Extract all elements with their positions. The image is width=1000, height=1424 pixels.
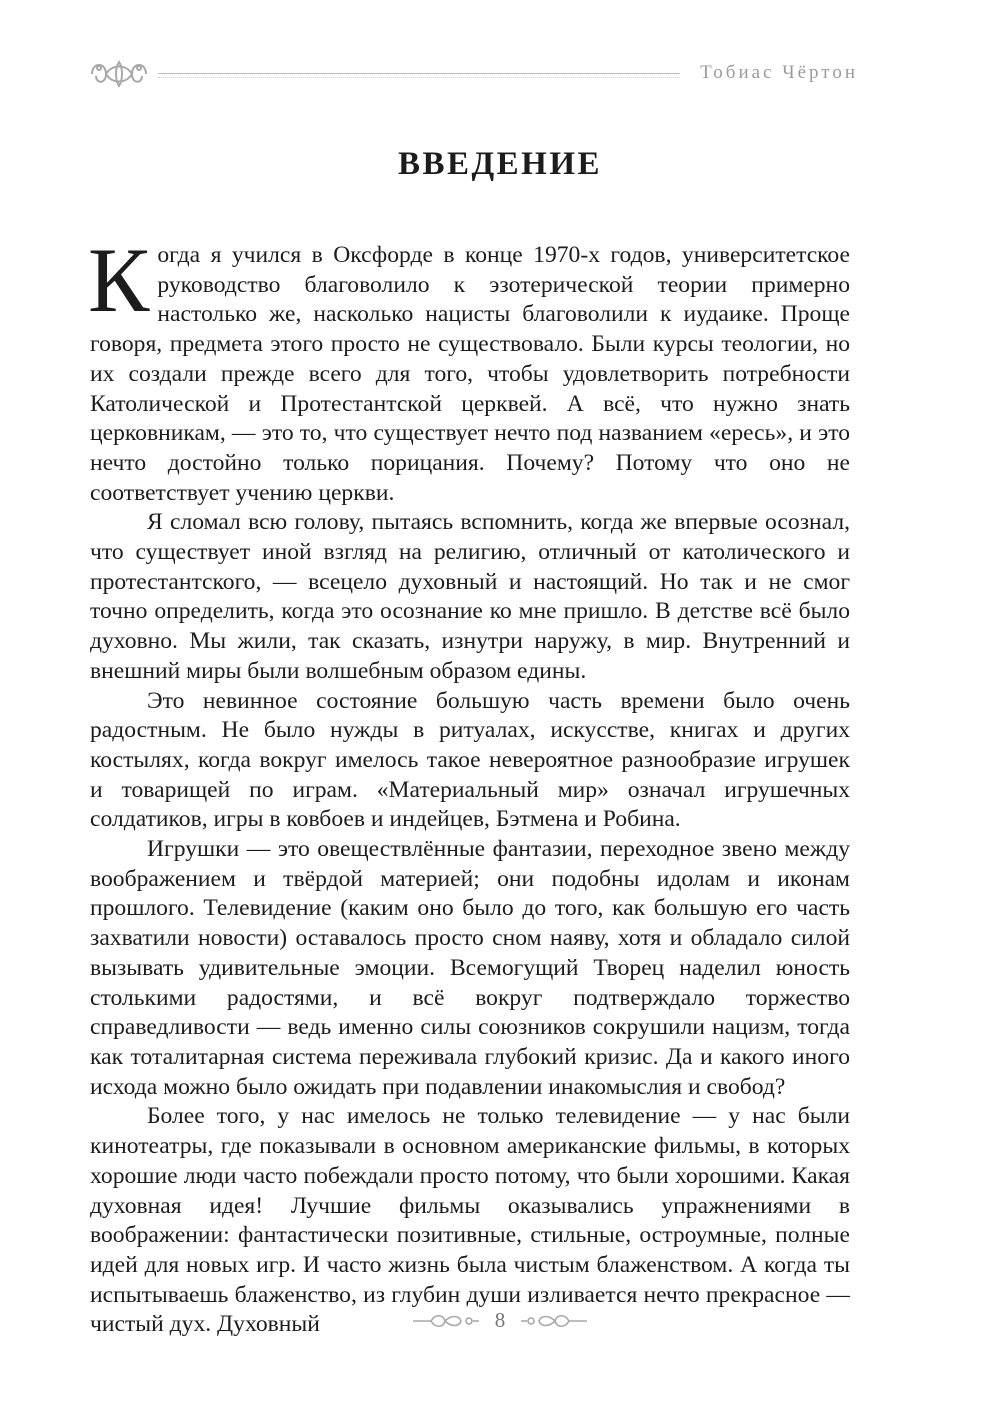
page-footer bbox=[0, 1308, 1000, 1338]
drop-cap: К bbox=[88, 229, 150, 331]
page-number: 8 bbox=[494, 1308, 506, 1332]
header-rule bbox=[158, 73, 680, 78]
paragraph: Я сломал всю голову, пытаясь вспомнить, когда же впервые осознал, что существует иной взгляд на религию, отличный от католического и протестантского, — всецело духовный и настоящий. Но так и не смог точно определить, когда это осознание ко мне пришло. В детстве всё было духовно. Мы жили, так сказать, изнутри наружу, в мир. Внутренний и внешний миры были волшебным образом едины. bbox=[90, 509, 850, 684]
running-head-author: Тобиас Чёртон bbox=[700, 62, 858, 83]
paragraph: Более того, у нас имелось не только телевидение — у нас были кинотеатры, где показывали в основном американские фильмы, в которых хорошие люди часто побеждали просто потому, что были хорошими. Какая духовная идея! Лучшие фильмы оказывались упражнениями в воображении: фантастически позитивные, стильные, остроумные, полные идей для новых игр. И часто жизнь была чистым блаженством. А когда ты испытываешь блаженство, из глубин души изливается нечто прекрасное — чистый дух. Духовный bbox=[90, 1103, 850, 1338]
paragraph-text: огда я учился в Оксфорде в конце 1970-х годов, университетское руководство благоволило к эзотерической теории примерно настолько же, насколько нацисты благоволили к иудаике. Проще говоря, предмета этого просто не существовало. Были курсы теологии, но их создали прежде всего для того, чтобы удовлетворить потребности Католической и Протестантской церквей. А всё, что нужно знать церковникам, — это то, что существует нечто под названием «ересь», и это нечто достойно только порицания. Почему? Потому что оно не соответствует учению церкви. bbox=[90, 242, 850, 506]
chapter-title: ВВЕДЕНИЕ bbox=[397, 146, 603, 182]
footer-ornament-right-icon bbox=[519, 1311, 589, 1331]
paragraph: Это невинное состояние большую часть времени было очень радостным. Не было нужды в ритуалах, искусстве, книгах и других костылях, когда вокруг имелось такое невероятное разнообразие игрушек и товарищей по играм. «Материальный мир» означал игрушечных солдатиков, игры в ковбоев и индейцев, Бэтмена и Робина. bbox=[90, 687, 850, 833]
paragraph bbox=[88, 229, 850, 508]
page-header bbox=[88, 54, 858, 94]
paragraph: Игрушки — это овеществлённые фантазии, переходное звено между воображением и твёрдой материей; они подобны идолам и иконам прошлого. Телевидение (каким оно было до того, как большую его часть захватили новости) оставалось просто сном наяву, хотя и обладало силой вызывать удивительные эмоции. Всемогущий Творец наделил юность столькими радостями, и всё вокруг подтверждало торжество справедливости — ведь именно силы союзников сокрушили нацизм, тогда как тоталитарная система переживала глубокий кризис. Да и какого иного исхода можно было ожидать при подавлении инакомыслия и свобод? bbox=[90, 836, 850, 1100]
body-text bbox=[88, 229, 850, 1340]
flourish-ornament-icon bbox=[88, 54, 150, 94]
footer-ornament-left-icon bbox=[411, 1311, 481, 1331]
